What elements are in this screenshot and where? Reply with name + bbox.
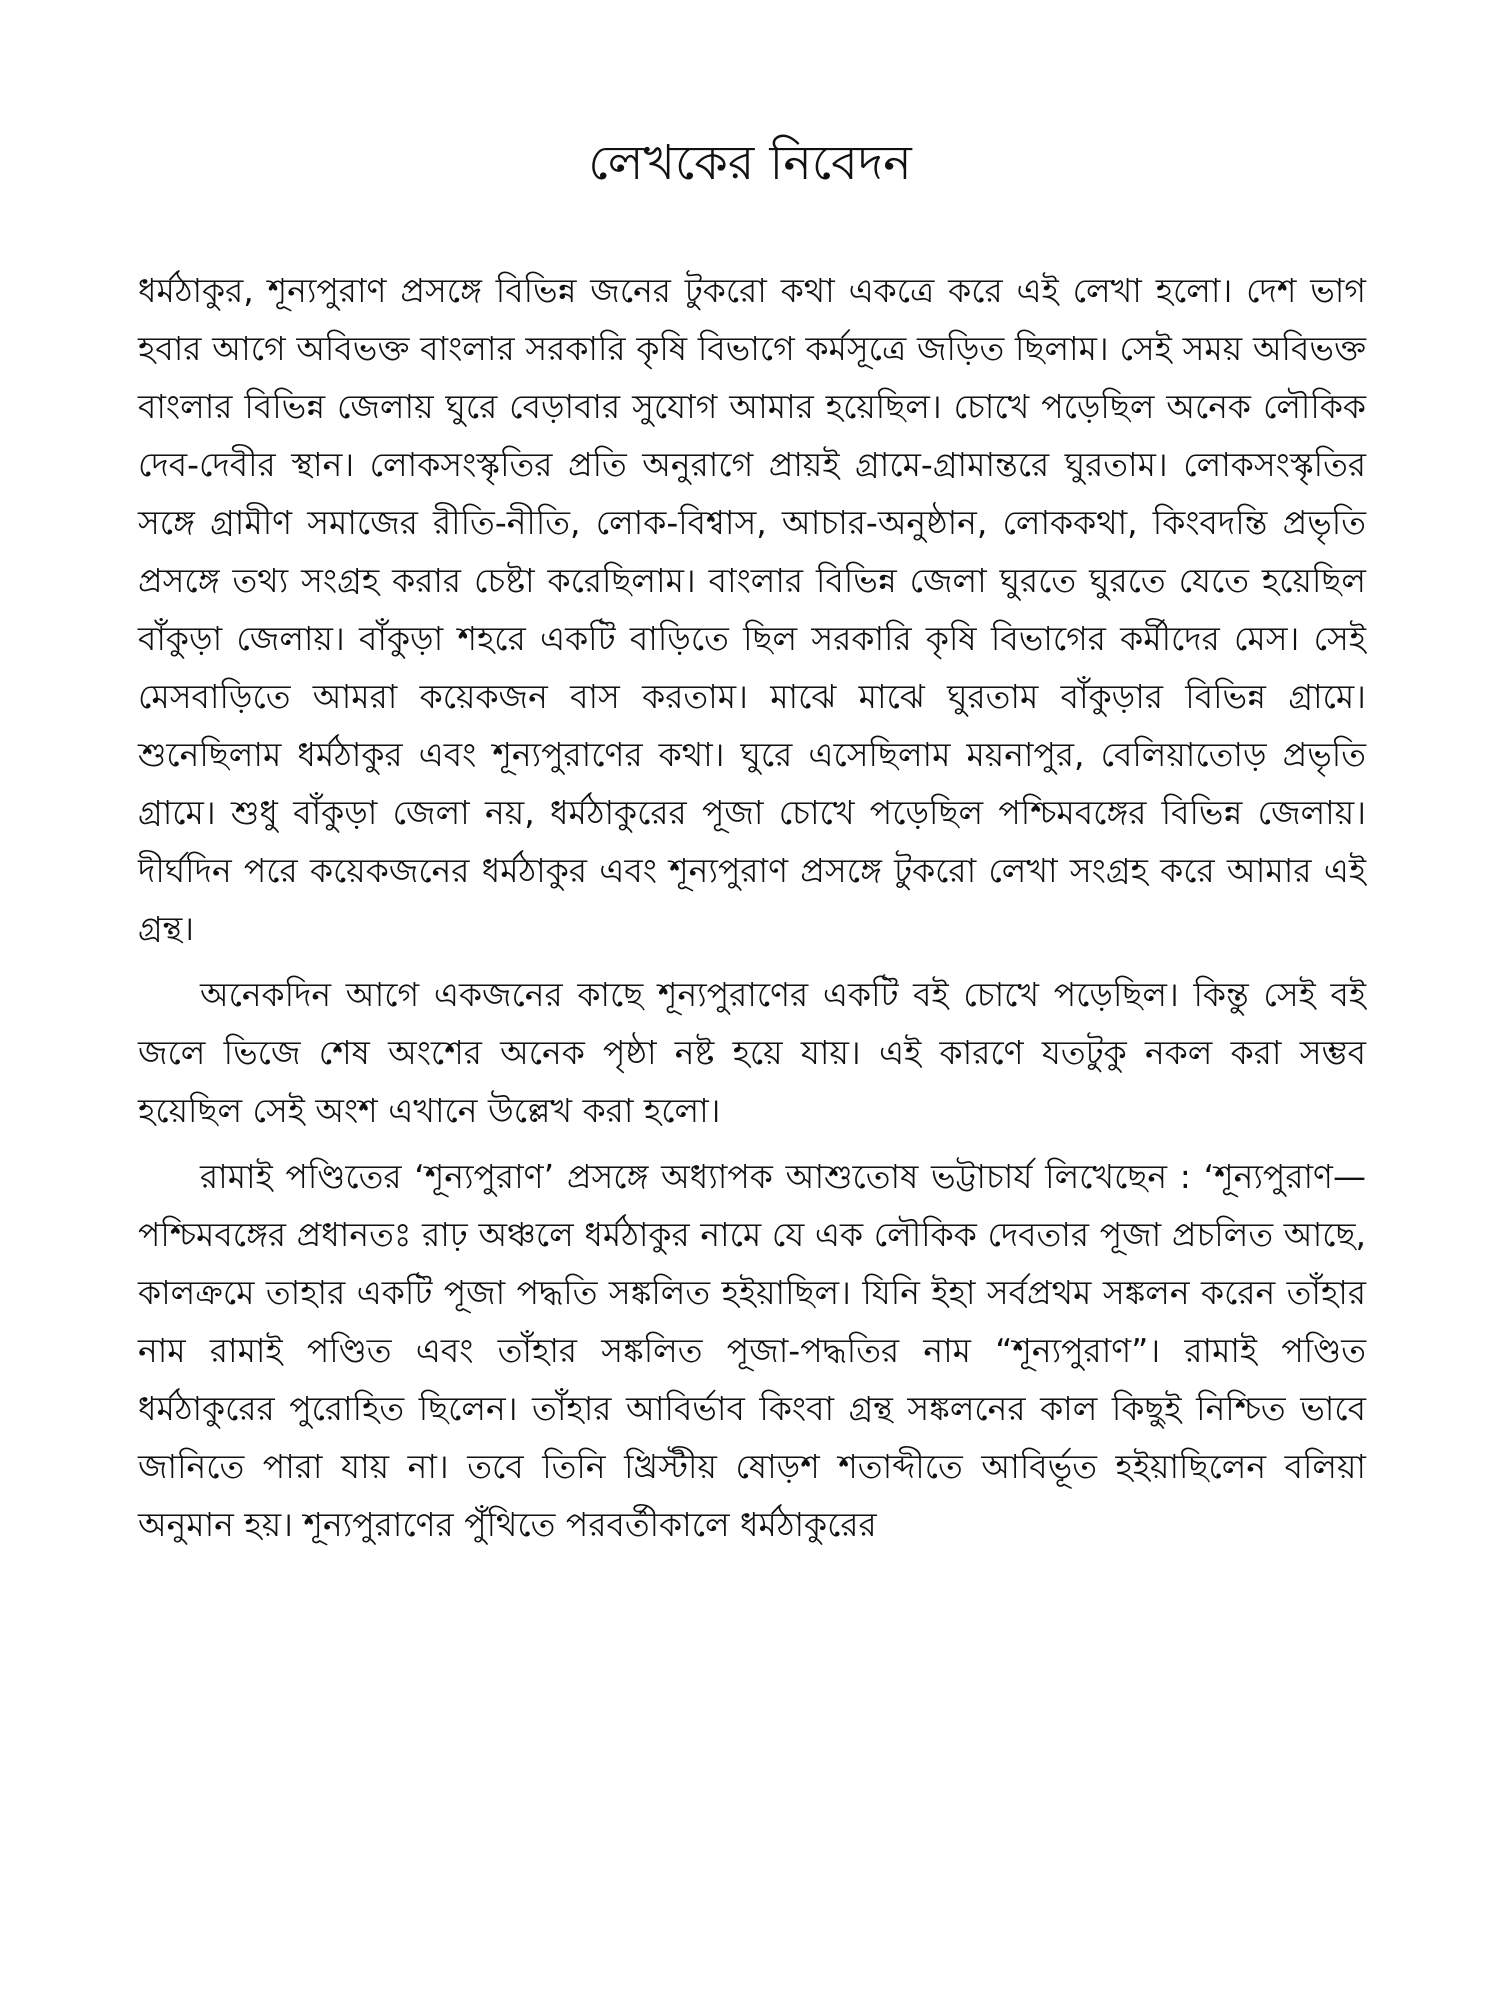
body-text <box>138 262 1366 1554</box>
page-title: লেখকের নিবেদন <box>588 135 912 191</box>
paragraph-3: রামাই পণ্ডিতের ‘শূন্যপুরাণ’ প্রসঙ্গে অধ্যাপক আশুতোষ ভট্টাচার্য লিখেছেন : ‘শূন্যপুরাণ—পশ্চিমবঙ্গের প্রধানতঃ রাঢ় অঞ্চলে ধর্মঠাকুর নামে যে এক লৌকিক দেবতার পূজা প্রচলিত আছে, কালক্রমে তাহার একটি পূজা পদ্ধতি সঙ্কলিত হইয়াছিল। যিনি ইহা সর্বপ্রথম সঙ্কলন করেন তাঁহার নাম রামাই পণ্ডিত এবং তাঁহার সঙ্কলিত পূজা-পদ্ধতির নাম “শূন্যপুরাণ”। রামাই পণ্ডিত ধর্মঠাকুরের পুরোহিত ছিলেন। তাঁহার আবির্ভাব কিংবা গ্রন্থ সঙ্কলনের কাল কিছুই নিশ্চিত ভাবে জানিতে পারা যায় না। তবে তিনি খ্রিস্টীয় ষোড়শ শতাব্দীতে আবির্ভূত হইয়াছিলেন বলিয়া অনুমান হয়। শূন্যপুরাণের পুঁথিতে পরবর্তীকালে ধর্মঠাকুরের <box>138 1157 1366 1544</box>
paragraph-2: অনেকদিন আগে একজনের কাছে শূন্যপুরাণের একটি বই চোখে পড়েছিল। কিন্তু সেই বই জলে ভিজে শেষ অংশের অনেক পৃষ্ঠা নষ্ট হয়ে যায়। এই কারণে যতটুকু নকল করা সম্ভব হয়েছিল সেই অংশ এখানে উল্লেখ করা হলো। <box>138 975 1366 1130</box>
paragraph-1: ধর্মঠাকুর, শূন্যপুরাণ প্রসঙ্গে বিভিন্ন জনের টুকরো কথা একত্রে করে এই লেখা হলো। দেশ ভাগ হবার আগে অবিভক্ত বাংলার সরকারি কৃষি বিভাগে কর্মসূত্রে জড়িত ছিলাম। সেই সময় অবিভক্ত বাংলার বিভিন্ন জেলায় ঘুরে বেড়াবার সুযোগ আমার হয়েছিল। চোখে পড়েছিল অনেক লৌকিক দেব-দেবীর স্থান। লোকসংস্কৃতির প্রতি অনুরাগে প্রায়ই গ্রামে-গ্রামান্তরে ঘুরতাম। লোকসংস্কৃতির সঙ্গে গ্রামীণ সমাজের রীতি-নীতি, লোক-বিশ্বাস, আচার-অনুষ্ঠান, লোককথা, কিংবদন্তি প্রভৃতি প্রসঙ্গে তথ্য সংগ্রহ করার চেষ্টা করেছিলাম। বাংলার বিভিন্ন জেলা ঘুরতে ঘুরতে যেতে হয়েছিল বাঁকুড়া জেলায়। বাঁকুড়া শহরে একটি বাড়িতে ছিল সরকারি কৃষি বিভাগের কর্মীদের মেস। সেই মেসবাড়িতে আমরা কয়েকজন বাস করতাম। মাঝে মাঝে ঘুরতাম বাঁকুড়ার বিভিন্ন গ্রামে। শুনেছিলাম ধর্মঠাকুর এবং শূন্যপুরাণের কথা। ঘুরে এসেছিলাম ময়নাপুর, বেলিয়াতোড় প্রভৃতি গ্রামে। শুধু বাঁকুড়া জেলা নয়, ধর্মঠাকুরের পূজা চোখে পড়েছিল পশ্চিমবঙ্গের বিভিন্ন জেলায়। দীর্ঘদিন পরে কয়েকজনের ধর্মঠাকুর এবং শূন্যপুরাণ প্রসঙ্গে টুকরো লেখা সংগ্রহ করে আমার এই গ্রন্থ। <box>138 271 1366 948</box>
